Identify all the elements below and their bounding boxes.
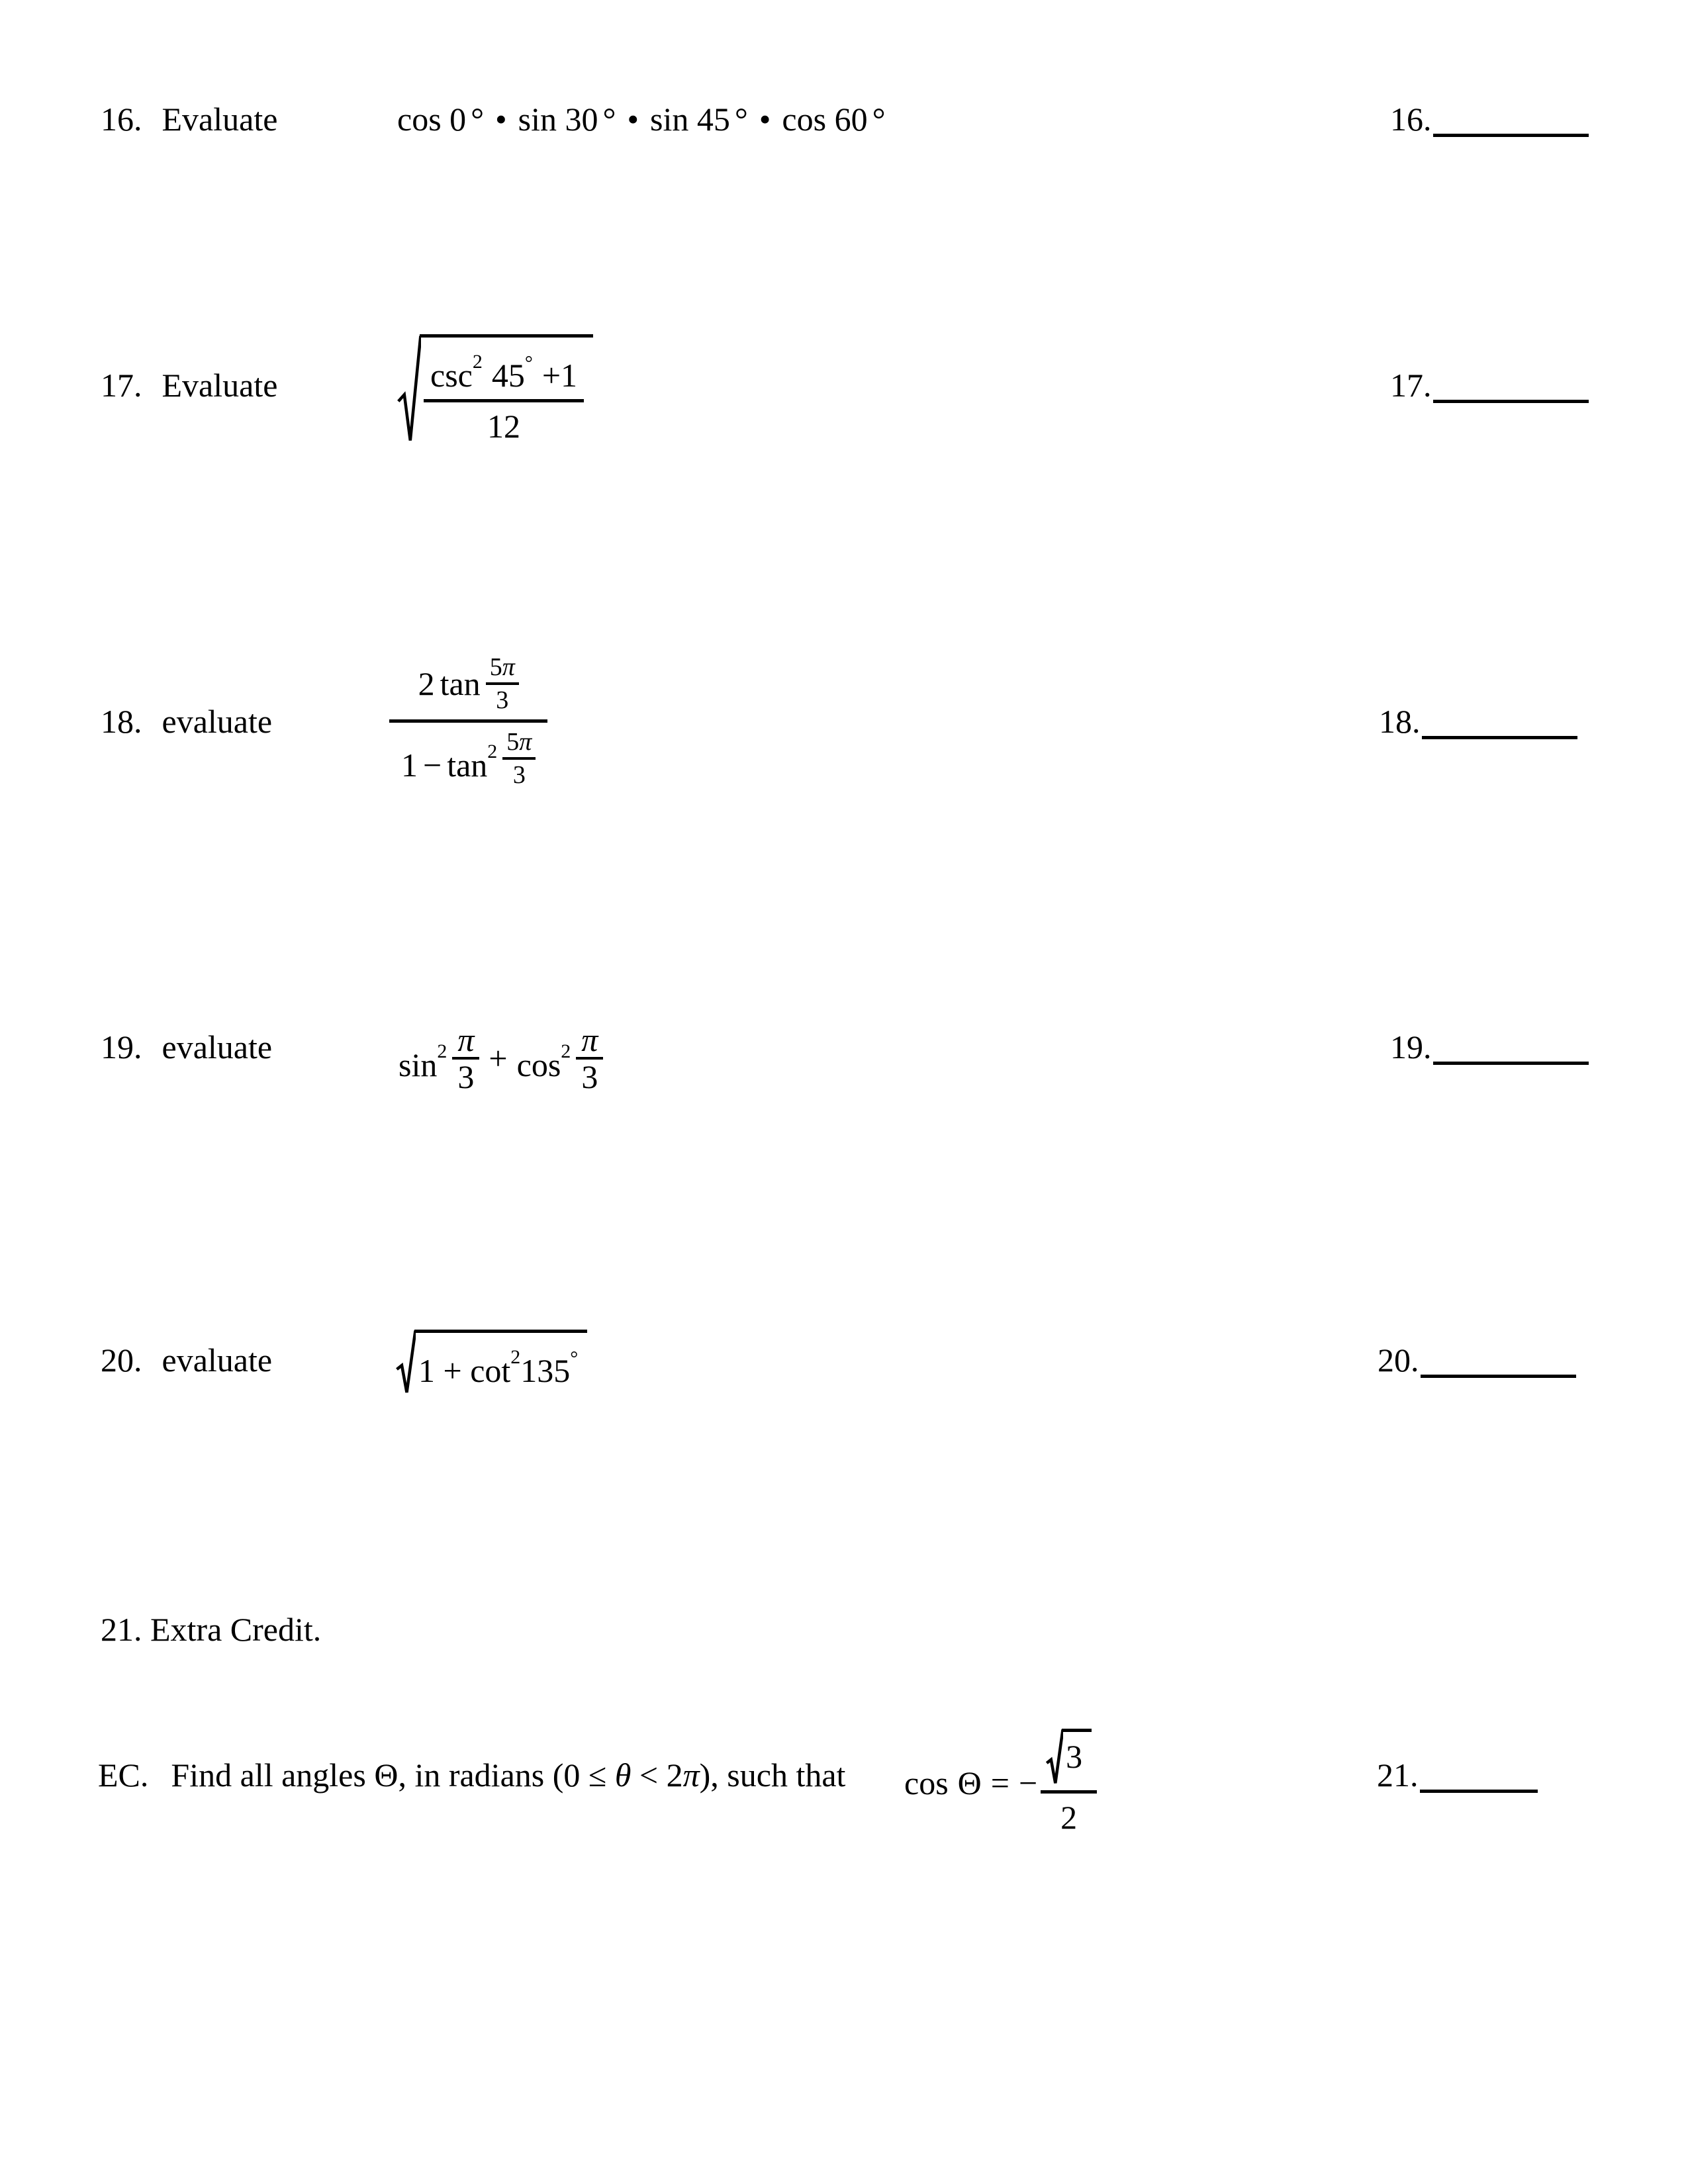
math-term: $1 - \tan^2$ <box>401 741 498 784</box>
math-term: sin 45 <box>650 101 730 138</box>
pi-symbol: π <box>576 1024 603 1060</box>
answer-number-21: 21. <box>1377 1756 1419 1794</box>
problem-18-number: 18. <box>101 703 142 740</box>
exponent: 2 <box>437 1040 447 1062</box>
equals-sign: = <box>990 1764 1009 1801</box>
answer-number-16: 16. <box>1390 101 1432 138</box>
problem-19-number: 19. <box>101 1028 142 1066</box>
fraction-numerator <box>389 654 547 723</box>
problem-18-verb: evaluate <box>162 703 273 740</box>
radical-sign-icon <box>1046 1729 1063 1786</box>
problem-17-verb: Evaluate <box>162 367 278 404</box>
fraction-denominator: 3 <box>581 1058 598 1095</box>
problem-16-answer <box>1390 99 1589 139</box>
math-term: cos <box>904 1764 949 1801</box>
problem-16-verb: Evaluate <box>162 101 278 138</box>
extra-credit-answer <box>1377 1755 1538 1795</box>
problem-18-expression <box>389 654 547 788</box>
problem-17-answer <box>1390 365 1589 405</box>
math-term: 1 + cot <box>418 1352 511 1389</box>
degree-sign: ° <box>734 101 748 138</box>
math-term: +1 <box>541 357 578 394</box>
bullet-operator: • <box>759 101 771 138</box>
plus-operator: + <box>489 1040 508 1077</box>
theta-symbol: Θ <box>374 1756 399 1794</box>
problem-19-verb: evaluate <box>162 1028 273 1066</box>
math-term: 135 <box>520 1352 571 1389</box>
answer-number-18: 18. <box>1379 703 1421 740</box>
math-term: cos 60 <box>782 101 868 138</box>
problem-16-label <box>101 99 277 139</box>
fraction-numerator <box>424 342 584 402</box>
fraction-numerator <box>486 654 519 685</box>
extra-credit-heading: 21. Extra Credit. <box>101 1611 322 1648</box>
extra-credit-expression <box>904 1729 1097 1837</box>
answer-blank-21 <box>1420 1790 1538 1793</box>
answer-number-19: 19. <box>1390 1028 1432 1066</box>
fraction-denominator: 3 <box>496 686 509 714</box>
problem-17-label <box>101 365 277 405</box>
problem-17-number: 17. <box>101 367 142 404</box>
degree-sign: ° <box>524 352 533 374</box>
math-term: csc <box>430 357 473 394</box>
pi-symbol: π <box>452 1024 479 1060</box>
fraction-denominator: 2 <box>1060 1798 1078 1836</box>
bullet-operator: • <box>627 101 639 138</box>
math-term: 5 <box>506 728 520 756</box>
degree-sign: ° <box>872 101 886 138</box>
fraction-numerator <box>1041 1729 1097 1794</box>
minus-sign: − <box>1018 1764 1038 1801</box>
exponent: 2 <box>510 1346 521 1368</box>
math-term: sin 30 <box>518 101 598 138</box>
ec-label: EC. <box>98 1756 149 1794</box>
radicand: 3 <box>1062 1729 1092 1786</box>
degree-sign: ° <box>570 1347 579 1369</box>
square-root <box>1046 1729 1092 1786</box>
fraction-denominator: 3 <box>512 761 526 789</box>
math-term: 45 <box>491 357 525 394</box>
fraction <box>486 654 519 713</box>
problem-19-expression <box>399 1021 603 1095</box>
radicand <box>420 334 593 446</box>
pi-symbol: π <box>519 728 532 756</box>
theta-symbol: Θ <box>957 1764 982 1801</box>
answer-blank-20 <box>1421 1375 1576 1378</box>
pi-symbol: π <box>502 653 515 681</box>
math-term: cos 0 <box>397 101 467 138</box>
pi-symbol: π <box>682 1756 700 1794</box>
square-root <box>397 334 593 446</box>
problem-20-verb: evaluate <box>162 1342 273 1379</box>
fraction <box>452 1021 479 1095</box>
radicand <box>414 1330 587 1396</box>
radical-sign-icon <box>396 1330 416 1396</box>
math-term: $\cos^2$ <box>516 1040 571 1083</box>
square-root <box>396 1330 587 1396</box>
exponent: 2 <box>472 351 483 373</box>
fraction <box>1041 1729 1097 1837</box>
math-term: 2 tan <box>418 665 481 702</box>
fraction <box>576 1021 603 1095</box>
problem-19-answer <box>1390 1027 1589 1067</box>
problem-20-label <box>101 1340 272 1380</box>
problem-20-expression <box>396 1330 587 1396</box>
answer-blank-19 <box>1433 1062 1589 1065</box>
bullet-operator: • <box>495 101 507 138</box>
problem-20-answer <box>1378 1340 1576 1380</box>
extra-credit-prompt <box>98 1755 845 1795</box>
math-term: 5 <box>489 653 502 681</box>
fraction-denominator: 3 <box>457 1058 475 1095</box>
degree-sign: ° <box>602 101 616 138</box>
math-term: $\sin^2$ <box>399 1040 447 1083</box>
theta-symbol: θ <box>614 1756 632 1794</box>
answer-blank-18 <box>1422 736 1577 739</box>
answer-number-17: 17. <box>1390 367 1432 404</box>
fraction-denominator <box>389 723 547 788</box>
fraction <box>424 342 584 446</box>
problem-18-label <box>101 702 272 741</box>
problem-16-expression <box>397 99 886 139</box>
ec-prompt-text: Find all angles Θ, in radians (0 ≤ θ < 2π), such that <box>171 1756 846 1794</box>
problem-19-label <box>101 1027 272 1067</box>
fraction <box>389 654 547 788</box>
radical-sign-icon <box>397 334 421 446</box>
fraction-numerator <box>502 729 536 760</box>
exponent: 2 <box>561 1040 571 1062</box>
problem-20-number: 20. <box>101 1342 142 1379</box>
problem-17-expression <box>397 334 593 446</box>
exponent: 2 <box>487 741 498 762</box>
fraction-denominator: 12 <box>487 408 521 445</box>
answer-blank-16 <box>1433 134 1589 137</box>
fraction <box>502 729 536 788</box>
answer-blank-17 <box>1433 400 1589 403</box>
answer-number-20: 20. <box>1378 1342 1419 1379</box>
problem-16-number: 16. <box>101 101 142 138</box>
degree-sign: ° <box>471 101 485 138</box>
problem-18-answer <box>1379 702 1577 741</box>
